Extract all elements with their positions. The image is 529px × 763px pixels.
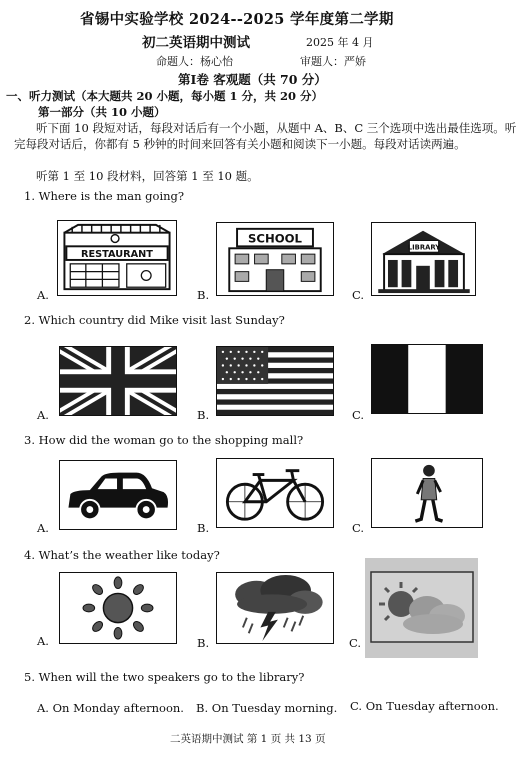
question-4-text: 4. What’s the weather like today? [24,548,220,562]
exam-title: 省锡中实验学校 2024--2025 学年度第二学期 [80,11,394,28]
question-1-text: 1. Where is the man going? [24,189,185,203]
walking-image [371,458,483,528]
reviewer: 审题人：严娇 [300,55,366,68]
q5-answer-c[interactable]: C. On Tuesday afternoon. [350,699,499,713]
school-sign: SCHOOL [248,231,302,246]
tricolor-flag-image [371,344,483,414]
part-title: 第Ⅰ卷 客观题（共 70 分） [178,72,327,87]
question-5-text: 5. When will the two speakers go to the library? [24,670,305,684]
section-note: 听第 1 至 10 段材料，回答第 1 至 10 题。 [36,169,259,183]
stormy-image [216,572,334,644]
exam-subtitle: 初二英语期中测试 [142,35,250,51]
bicycle-image [216,458,334,528]
restaurant-sign: RESTAURANT [81,249,153,261]
q2-option-c[interactable]: C. [352,408,365,422]
setter: 命题人：杨心怡 [156,55,233,68]
q3-option-c[interactable]: C. [352,521,365,535]
uk-flag-image [59,346,177,416]
q3-option-a[interactable]: A. [37,521,49,535]
library-image [371,222,476,296]
exam-date: 2025 年 4 月 [306,36,374,49]
cloudy-sun-image [365,558,478,658]
q5-answer-a[interactable]: A. On Monday afternoon. [37,701,184,715]
q3-option-b[interactable]: B. [197,521,210,535]
q1-option-c[interactable]: C. [352,288,365,302]
q4-option-b[interactable]: B. [197,636,210,650]
restaurant-image [57,220,177,296]
sunny-image [59,572,177,644]
q4-option-c[interactable]: C. [349,636,362,650]
section-instructions: 听下面 10 段短对话，每段对话后有一个小题，从题中 A、B、C 三个选项中选出最佳选项。听完每段对话后，你都有 5 秒钟的时间来回答有关小题和阅读下一小题。每段对话读两遍。 [14,121,517,151]
question-2-text: 2. Which country did Mike visit last Sunday? [24,313,285,327]
library-sign: LIBRARY [407,243,441,252]
q5-answer-b[interactable]: B. On Tuesday morning. [196,701,338,715]
car-image [59,460,177,530]
school-image [216,222,334,296]
q1-option-b[interactable]: B. [197,288,210,302]
section-subheading: 第一部分（共 10 小题） [38,105,166,119]
q2-option-a[interactable]: A. [37,408,49,422]
q2-option-b[interactable]: B. [197,408,210,422]
page-footer: 二英语期中测试 第 1 页 共 13 页 [170,733,326,745]
question-3-text: 3. How did the woman go to the shopping mall? [24,433,304,447]
section-heading: 一、听力测试（本大题共 20 小题，每小题 1 分，共 20 分） [6,89,324,103]
q4-option-a[interactable]: A. [37,634,49,648]
us-flag-image [216,346,334,416]
q1-option-a[interactable]: A. [37,288,49,302]
